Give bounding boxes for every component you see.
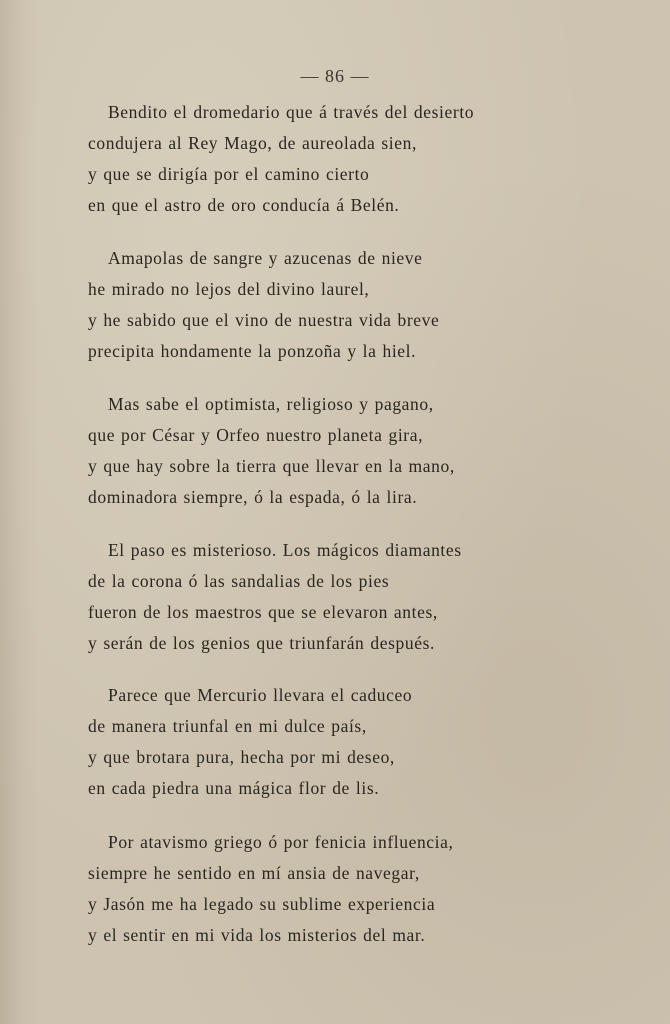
verse-line: en cada piedra una mágica flor de lis. bbox=[88, 778, 380, 798]
verse-line: y Jasón me ha legado su sublime experiencia bbox=[88, 894, 436, 914]
verse-line: precipita hondamente la ponzoña y la hiel. bbox=[88, 341, 417, 361]
verse-line: dominadora siempre, ó la espada, ó la lira. bbox=[88, 487, 418, 507]
verse-line: y que hay sobre la tierra que llevar en la mano, bbox=[88, 456, 455, 476]
verse-line: que por César y Orfeo nuestro planeta gira, bbox=[88, 425, 424, 445]
verse-line: y el sentir en mi vida los misterios del mar. bbox=[88, 925, 426, 945]
verse-line: de la corona ó las sandalias de los pies bbox=[88, 571, 390, 591]
verse-line: de manera triunfal en mi dulce país, bbox=[88, 716, 367, 736]
verse-line: fueron de los maestros que se elevaron antes, bbox=[88, 602, 438, 622]
verse-line: y que se dirigía por el camino cierto bbox=[88, 164, 370, 184]
stanza-5 bbox=[88, 680, 558, 804]
stanza-4 bbox=[88, 535, 558, 659]
stanza-1 bbox=[88, 97, 558, 221]
verse-line: en que el astro de oro conducía á Belén. bbox=[88, 195, 400, 215]
stanza-2 bbox=[88, 243, 558, 367]
stanza-6 bbox=[88, 827, 558, 951]
verse-line: Mas sabe el optimista, religioso y pagano, bbox=[108, 394, 434, 414]
verse-line: El paso es misterioso. Los mágicos diamantes bbox=[108, 540, 462, 560]
verse-line: y serán de los genios que triunfarán después. bbox=[88, 633, 435, 653]
verse-line: y he sabido que el vino de nuestra vida breve bbox=[88, 310, 440, 330]
verse-line: Parece que Mercurio llevara el caduceo bbox=[108, 685, 413, 705]
verse-line: Por atavismo griego ó por fenicia influencia, bbox=[108, 832, 454, 852]
verse-line: condujera al Rey Mago, de aureolada sien, bbox=[88, 133, 417, 153]
verse-line: siempre he sentido en mí ansia de navegar, bbox=[88, 863, 420, 883]
page-number: — 86 — bbox=[300, 66, 370, 86]
verse-line: Bendito el dromedario que á través del desierto bbox=[108, 102, 475, 122]
verse-line: y que brotara pura, hecha por mi deseo, bbox=[88, 747, 395, 767]
verse-line: he mirado no lejos del divino laurel, bbox=[88, 279, 370, 299]
stanza-3 bbox=[88, 389, 558, 513]
verse-line: Amapolas de sangre y azucenas de nieve bbox=[108, 248, 423, 268]
